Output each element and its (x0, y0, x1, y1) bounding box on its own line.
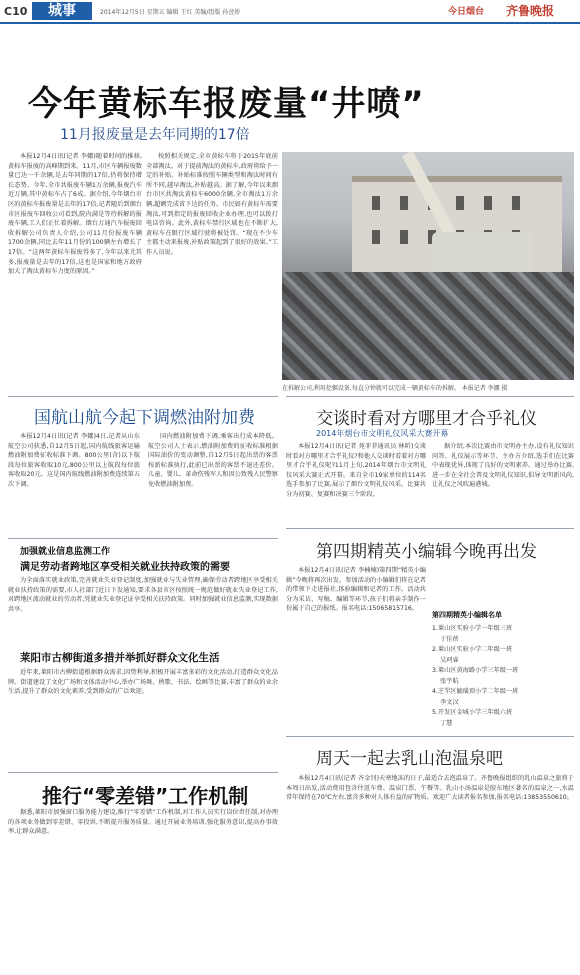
spring-headline[interactable]: 周天一起去乳山泡温泉吧 (316, 749, 503, 769)
editor-body: 本报12月4日讯(记者 李楠楠)第四期“精英小编辑”今晚将再次出发。参加活动的小编辑们将在记者的带领下走进报社,体验编辑和记者的工作。活动共分为采访、写稿、编辑等环节,孩子们将亲手制作一份属于自己的报纸。报名电话:15065815716。 (286, 567, 426, 613)
divider (286, 528, 574, 529)
mistake-body: 据悉,莱阳市加强窗口服务能力建设,推行“零差错”工作机制,对工作人员实行岗位责任制,对办理的各项业务做到零差错、零投诉,不断提升服务质量。通过开展业务培训,强化服务意识,提高办事效率,让群众满意。 (8, 809, 278, 836)
list-item: 李文汉 (440, 698, 459, 706)
list-item: 1.莱山区实验小学一年级三班 (432, 625, 513, 632)
jobs-headline[interactable]: 满足劳动者跨地区享受相关就业扶持政策的需要 (20, 562, 230, 573)
divider (8, 396, 278, 397)
lead-body-col2: 按照相关规定,全市黄标车将于2015年底前全部淘汰。对于提前淘汰的黄标车,政府将给予一定的补贴。补贴标准按照车辆类型和淘汰时间有所不同,越早淘汰,补贴越高。据了解,今年以来烟台市区共淘汰黄标车6000余辆,全市淘汰1万余辆,超额完成省下达的任务。市民如有黄标车需要淘汰,可到指定的报废回收企业办理,也可以拨打电话咨询。此外,黄标车禁行区域也在不断扩大,黄标车在限行区域行驶将被处罚。“现在不少车主都主动来报废,补贴政策起到了很好的效果。”工作人员说。 (146, 153, 278, 256)
photo-caption: 在拆解公司,利用挖掘设备,每直分钟就可以完成一辆黄标车的拆解。 本报记者 李娜 摄 (282, 385, 508, 392)
aviation-body-col1: 本报12月4日讯(记者 李娜)4日,记者从山东航空公司获悉,自12月5日起,国内航线旅客运输燃油附加费征收标准下调。800公里(含)以下航段每位旅客收取10元,800公里以上航段每位旅客收取20元。这是国内航线燃油附加费连续第五次下调。 (8, 433, 140, 488)
etiquette-body-col1: 本报12月4日讯(记者 苑菲菲通讯员 林昕)交谈时看对方哪里才合乎礼仪?和他人交谈时看着对方哪里才合乎礼仪呢?11月上旬,2014年烟台市文明礼仪风采大赛正式开幕。来自全市19家单位的114名选手参加了比赛,展示了烟台文明礼仪风采。比赛共分为初赛、复赛和决赛三个阶段。 (286, 443, 426, 498)
etiquette-body-col2: 据介绍,本次比赛由市文明办主办,设有礼仪知识问答、礼仪展示等环节。主办方介绍,选手们在比赛中表现优异,体现了良好的文明素养。通过举办比赛,进一步在全社会普及文明礼仪知识,倡导文明新风尚,让礼仪之风吹遍港城。 (432, 443, 574, 489)
aviation-headline[interactable]: 国航山航今起下调燃油附加费 (34, 408, 255, 428)
mistake-headline[interactable]: 推行“零差错”工作机制 (42, 784, 249, 808)
divider (8, 772, 278, 773)
etiquette-subheadline: 2014年烟台市文明礼仪风采大赛开幕 (316, 429, 449, 438)
divider (286, 396, 574, 397)
list-item: 于佳蓓 (440, 635, 459, 643)
editor-list-title: 第四期精英小编辑名单 (432, 611, 502, 619)
list-item: 丁慧 (440, 719, 453, 727)
divider (8, 538, 278, 539)
spring-body: 本报12月4日讯(记者 齐金钊)天寒地冻的日子,最适合去泡温泉了。齐鲁晚报组织的乳山温泉之旅将于本周日出发,活动费用包含往返车费、温泉门票、午餐等。乳山小汤温泉是胶东地区著名的温泉之一,水温常年保持在70℃左右,富含多种对人体有益的矿物质。欢迎广大读者报名参加,报名电话:13853550610。 (286, 775, 574, 802)
brand-small: 今日烟台 (448, 7, 485, 17)
scrap-pile (282, 272, 574, 380)
laiyang-body: 近年来,莱阳市古柳街道根据群众需求,因势利导,积极开展丰富多彩的文化活动,打造群众文化品牌。街道建设了文化广场和文体活动中心,举办广场舞、秧歌、书法、绘画等比赛,丰富了群众的业余生活,提升了群众的文化素养,受到群众的广泛欢迎。 (8, 669, 278, 696)
header-rule (0, 22, 580, 24)
divider (286, 736, 574, 737)
editor-list (432, 624, 574, 729)
list-item: 5.开发区金城小学三年级六班 (432, 709, 513, 716)
list-item: 4.芝罘区毓璜顶小学二年级一班 (432, 688, 519, 695)
section-label[interactable]: 城事 (32, 2, 92, 20)
list-item: 吴珂睿 (440, 656, 459, 664)
list-item: 2.莱山区实验小学二年级一班 (432, 646, 513, 653)
list-item: 3.莱山区黄海路小学三年级一班 (432, 667, 519, 674)
jobs-body: 为全面落实就业政策,完善就业失业登记制度,加强就业与失业管理,确保劳动者跨地区享受相关就业扶持政策的需要,市人社部门近日下发通知,要求各县市区按照统一规范做好就业失业登记工作,对跨地区流动就业的劳动者,凭就业失业登记证享受相关扶持政策。同时加强就业信息监测,实现数据共享。 (8, 577, 278, 613)
issue-info: 2014年12月5日 星期五 编辑 王红 美编/组版 孙萱娇 (100, 9, 241, 16)
scrap-car-photo (282, 152, 574, 380)
laiyang-headline[interactable]: 莱阳市古柳街道多措并举抓好群众文化生活 (20, 652, 220, 664)
page-number: C10 (4, 5, 28, 18)
editor-headline[interactable]: 第四期精英小编辑今晚再出发 (316, 542, 537, 562)
aviation-body-col2: 国内燃油附加费下调,乘客出行成本降低。航空公司人士表示,燃油附加费的征收标准根据国际油价的变动调整,自12月5日起出票的客票按新标准执行,此前已出票的客票不退还差价。儿童、婴儿、革命伤残军人和因公致残人民警察免收燃油附加费。 (148, 433, 278, 488)
jobs-kicker: 加强就业信息监测工作 (20, 547, 111, 557)
etiquette-headline[interactable]: 交谈时看对方哪里才合乎礼仪 (316, 409, 537, 429)
list-item: 张宇航 (440, 677, 459, 685)
lead-subheadline: 11月报废量是去年同期的17倍 (60, 127, 250, 143)
lead-body-col1: 本报12月4日讯(记者 李娜)随着时间的推移,黄标车报废的高峰期到来。11月,市区车辆报废数量已达一千余辆,是去年同期的17倍,仍将保持增长态势。今年,全市共报废车辆1万余辆,报废汽车近万辆,其中黄标车占了6成。据介绍,今年烟台市区的黄标车报废量是去年的17倍,记者随后到烟台市区报废车回收公司看到,院内满是等待拆解的报废车辆,工人们正忙着拆解。烟台万通汽车报废回收拆解公司负责人介绍,公司11月份报废车辆1700余辆,同比去年11月份的100辆左右增长了17倍。“这两年黄标车报废得多了,今年以来尤其多,报废量是去年的17倍,这也是国家和地方政府加大了淘汰黄标车力度的原因。” (8, 153, 142, 276)
lead-headline[interactable]: 今年黄标车报废量“井喷” (28, 84, 425, 124)
newspaper-logo: 齐鲁晚报 (506, 4, 555, 18)
